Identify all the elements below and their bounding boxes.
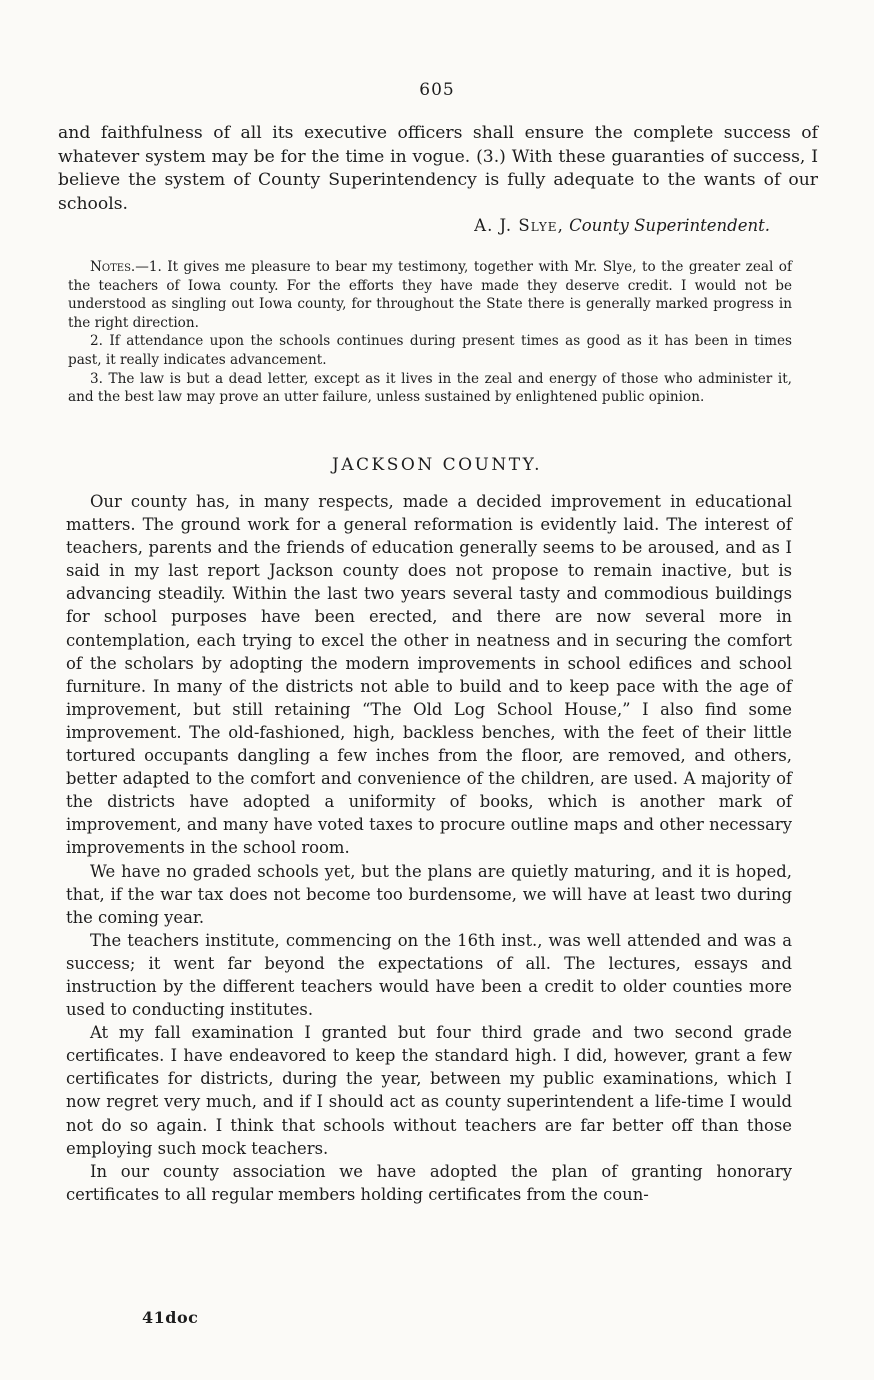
signature-name: A. J. Slye, [474, 216, 564, 235]
note-1 [68, 258, 792, 332]
section-heading: JACKSON COUNTY. [331, 455, 543, 475]
footer-signature: 41doc [142, 1308, 199, 1327]
page-number: 605 [419, 80, 455, 100]
top-paragraph: and faithfulness of all its executive officers shall ensure the complete success of whatever system may be for the time in vogue. (3.) With these guaranties of success, I believe the system of County Superintendency is fully adequate to the wants of our schools. [58, 123, 818, 214]
top-paragraph-block [58, 122, 818, 216]
body-text [66, 490, 792, 1206]
body-paragraph: The teachers institute, commencing on the 16th inst., was well attended and was a success; it went far beyond the expectations of all. The lectures, essays and instruction by the different teachers would have been a credit to older counties more used to conducting institutes. [66, 930, 792, 1020]
note-2: 2. If attendance upon the schools continues during present times as good as it has been in times past, it really indicates advancement. [68, 333, 792, 368]
body-paragraph: Our county has, in many respects, made a decided improvement in educational matters. The ground work for a general reformation is evidently laid. The interest of teachers, parents and the friends of education generally seems to be aroused, and as I said in my last report Jackson county does not propose to remain inactive, but is advancing steadily. Within the last two years several tasty and commodious buildings for school purposes have been erected, and there are now several more in contemplation, each trying to excel the other in neatness and in securing the comfort of the scholars by adopting the modern improvements in school edifices and school furniture. In many of the districts not able to build and to keep pace with the age of improvement, but still retaining “The Old Log School House,” I also find some improvement. The old-fashioned, high, backless benches, with the feet of their little tortured occupants dangling a few inches from the floor, are removed, and others, better adapted to the comfort and convenience of the children, are used. A majority of the districts have adopted a uniformity of books, which is another mark of improvement, and many have voted taxes to procure outline maps and other necessary improvements in the school room. [66, 492, 792, 858]
body-paragraph: In our county association we have adopted the plan of granting honorary certificates to all regular members holding certificates from the coun- [66, 1161, 792, 1204]
body-paragraph: At my fall examination I granted but four third grade and two second grade certificates. I have endeavored to keep the standard high. I did, however, grant a few certificates for districts, during the year, between my public examinations, which I now regret very much, and if I should act as county superintendent a life-time I would not do so again. I think that schools without teachers are far better off than those employing such mock teachers. [66, 1023, 792, 1158]
signature-title: County Superintendent. [569, 216, 770, 235]
note-3: 3. The law is but a dead letter, except as it lives in the zeal and energy of those who administer it, and the best law may prove an utter failure, unless sustained by enlightened public opinion. [68, 370, 792, 406]
notes-block [68, 258, 792, 407]
notes-lead: Notes. [90, 259, 136, 275]
body-paragraph: We have no graded schools yet, but the plans are quietly maturing, and it is hoped, that, if the war tax does not become too burdensome, we will have at least two during the coming year. [66, 861, 792, 927]
signature [0, 216, 770, 235]
note-1-text: —1. It gives me pleasure to bear my testimony, together with Mr. Slye, to the greater zeal of the teachers of Iowa county. For the efforts they have made they deserve credit. I would not be understood as singling out Iowa county, for throughout the State there is generally marked progress in the right direction. [68, 259, 792, 331]
